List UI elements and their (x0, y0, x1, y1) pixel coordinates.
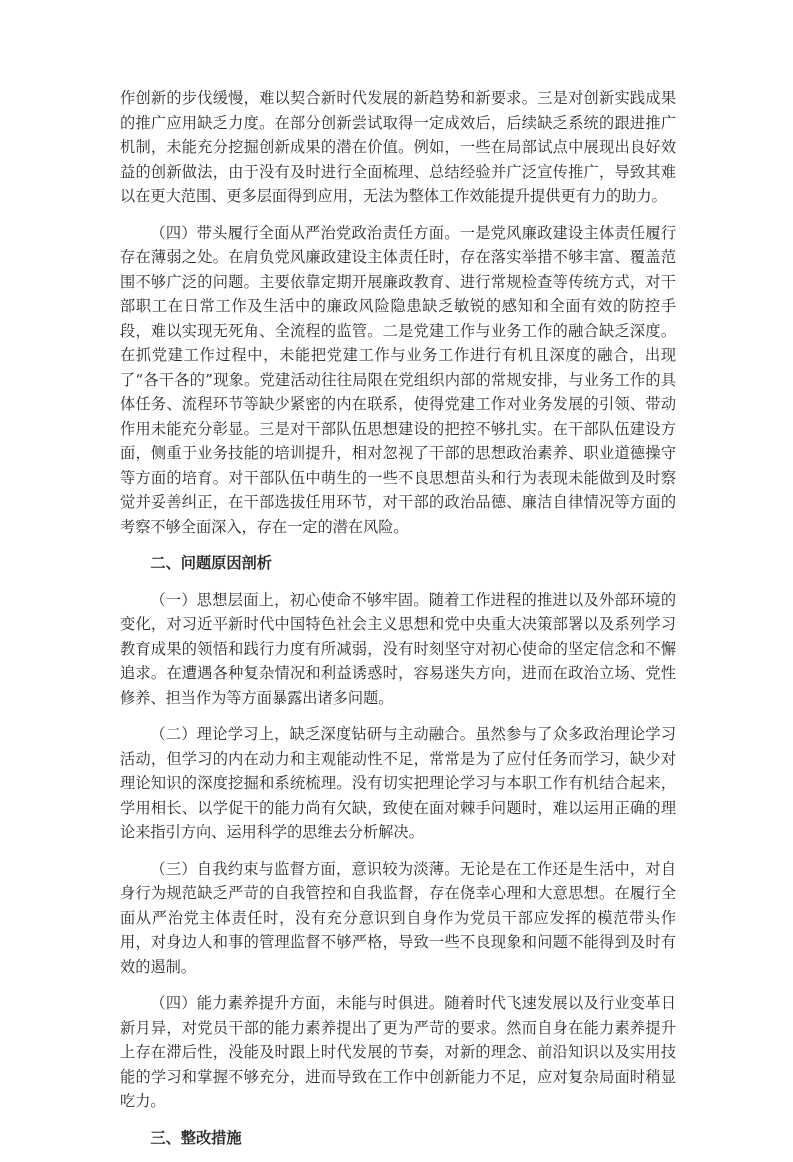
paragraph-self-discipline: （三）自我约束与监督方面，意识较为淡薄。无论是在工作还是生活中，对自身行为规范缺乏严苛的自我管控和自我监督，存在侥幸心理和大意思想。在履行全面从严治党主体责任时，没有充分意识到自身作为党员干部应发挥的模范带头作用，对身边人和事的管理监督不够严格，导致一些不良现象和问题不能得到及时有效的遏制。 (120, 859, 676, 976)
paragraph-theory-study: （二）理论学习上，缺乏深度钻研与主动融合。虽然参与了众多政治理论学习活动，但学习的内在动力和主观能动性不足，常常是为了应付任务而学习，缺少对理论知识的深度挖掘和系统梳理。没有切实把理论学习与本职工作有机结合起来，学用相长、以学促干的能力尚有欠缺，致使在面对棘手问题时，难以运用正确的理论来指引方向、运用科学的思维去分析解决。 (120, 725, 676, 841)
paragraph-capability: （四）能力素养提升方面，未能与时俱进。随着时代飞速发展以及行业变革日新月异，对党员干部的能力素养提出了更为严苛的要求。然而自身在能力素养提升上存在滞后性，没能及时跟上时代发展的节奏，对新的理念、前沿知识以及实用技能的学习和掌握不够充分，进而导致在工作中创新能力不足，应对复杂局面时稍显吃力。 (120, 994, 676, 1110)
section-heading-rectification: 三、整改措施 (150, 1128, 242, 1147)
paragraph-continuation: 作创新的步伐缓慢，难以契合新时代发展的新趋势和新要求。三是对创新实践成果的推广应用缺乏力度。在部分创新尝试取得一定成效后，后续缺乏系统的跟进推广机制，未能充分挖掘创新成果的潜在价值。例如，一些在局部试点中展现出良好效益的创新做法，由于没有及时进行全面梳理、总结经验并广泛宣传推广，导致其难以在更大范围、更多层面得到应用，无法为整体工作效能提升提供更有力的助力。 (120, 89, 676, 205)
section-heading-cause-analysis: 二、问题原因剖析 (150, 554, 272, 572)
document-page (120, 86, 676, 1162)
paragraph-responsibility: （四）带头履行全面从严治党政治责任方面。一是党风廉政建设主体责任履行存在薄弱之处。在肩负党风廉政建设主体责任时，存在落实举措不够丰富、覆盖范围不够广泛的问题。主要依靠定期开展廉政教育、进行常规检查等传统方式，对干部职工在日常工作及生活中的廉政风险隐患缺乏敏锐的感知和全面有效的防控手段，难以实现无死角、全流程的监管。二是党建工作与业务工作的融合缺乏深度。在抓党建工作过程中，未能把党建工作与业务工作进行有机且深度的融合，出现了“各干各的”现象。党建活动往往局限在党组织内部的常规安排，与业务工作的具体任务、流程环节等缺少紧密的内在联系，使得党建工作对业务发展的引领、带动作用未能充分彰显。三是对干部队伍思想建设的把控不够扎实。在干部队伍建设方面，侧重于业务技能的培训提升，相对忽视了干部的思想政治素养、职业道德操守等方面的培育。对干部队伍中萌生的一些不良思想苗头和行为表现未能做到及时察觉并妥善纠正，在干部选拔任用环节，对干部的政治品德、廉洁自律情况等方面的考察不够全面深入，存在一定的潜在风险。 (120, 223, 676, 536)
paragraph-ideology: （一）思想层面上，初心使命不够牢固。随着工作进程的推进以及外部环境的变化，对习近平新时代中国特色社会主义思想和党中央重大决策部署以及系列学习教育成果的领悟和践行力度有所减弱，没有时刻坚守对初心使命的坚定信念和不懈追求。在遭遇各种复杂情况和利益诱惑时，容易迷失方向，进而在政治立场、党性修养、担当作为等方面暴露出诸多问题。 (120, 590, 676, 707)
